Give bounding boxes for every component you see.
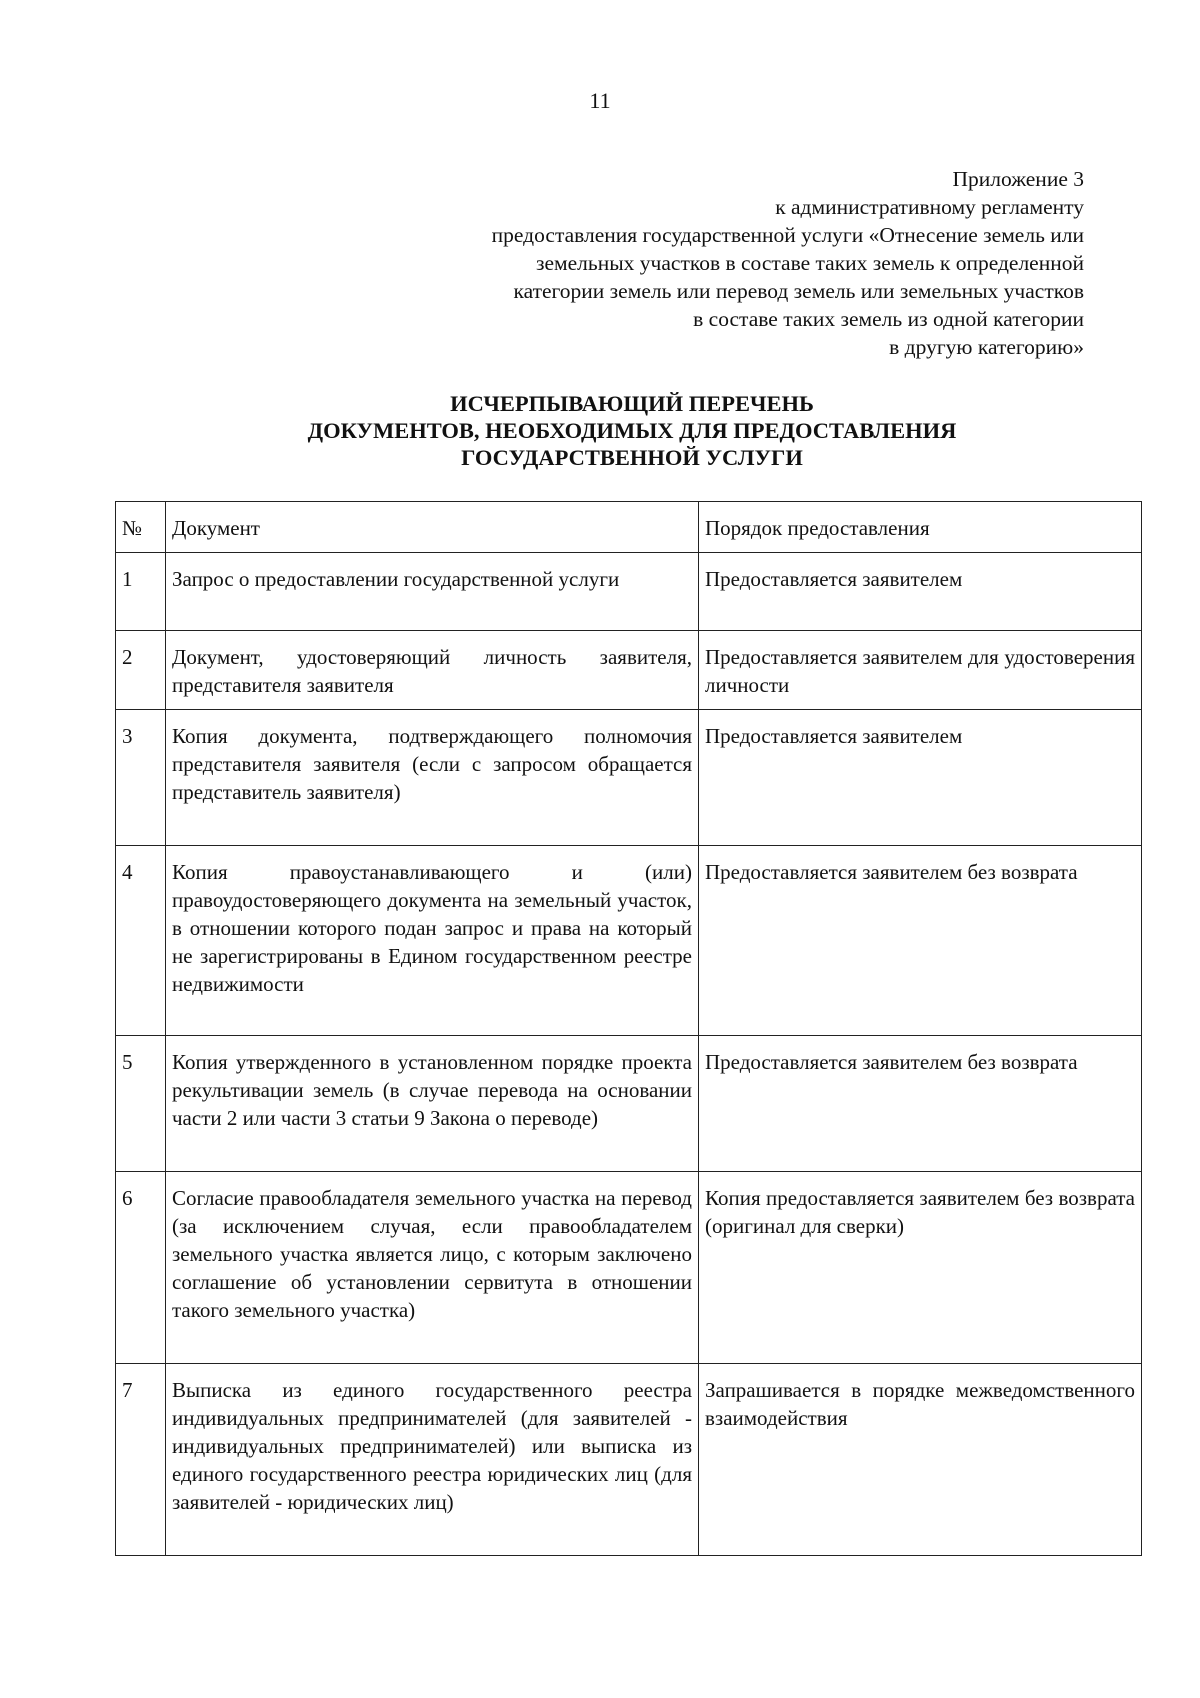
appendix-line: к административному регламенту [775,195,1084,219]
row-number: 6 [116,1172,166,1364]
table-row [116,846,1142,1036]
row-order: Предоставляется заявителем для удостоверения личности [699,631,1142,710]
row-number: 3 [116,710,166,846]
row-document: Запрос о предоставлении государственной услуги [166,553,699,631]
header-number: № [116,502,166,553]
table-row [116,631,1142,710]
row-order: Запрашивается в порядке межведомственного взаимодействия [699,1364,1142,1556]
row-document: Копия документа, подтверждающего полномочия представителя заявителя (если с запросом обращается представитель заявителя) [166,710,699,846]
appendix-line: земельных участков в составе таких земель к определенной [536,251,1084,275]
documents-table [115,501,1142,1556]
appendix-line: предоставления государственной услуги «Отнесение земель или [491,223,1084,247]
title-line: ИСЧЕРПЫВАЮЩИЙ ПЕРЕЧЕНЬ [450,391,814,416]
title-line: ГОСУДАРСТВЕННОЙ УСЛУГИ [461,445,803,470]
title-line: ДОКУМЕНТОВ, НЕОБХОДИМЫХ ДЛЯ ПРЕДОСТАВЛЕНИЯ [307,418,957,443]
table-header-row [116,502,1142,553]
row-document: Копия правоустанавливающего и (или) правоудостоверяющего документа на земельный участок, в отношении которого подан запрос и права на который не зарегистрированы в Едином государственном реестре недвижимости [166,846,699,1036]
row-number: 7 [116,1364,166,1556]
header-document: Документ [166,502,699,553]
appendix-line: категории земель или перевод земель или земельных участков [513,279,1084,303]
row-order: Копия предоставляется заявителем без возврата (оригинал для сверки) [699,1172,1142,1364]
table-row [116,1172,1142,1364]
row-order: Предоставляется заявителем без возврата [699,1036,1142,1172]
appendix-line: в другую категорию» [889,335,1084,359]
row-number: 4 [116,846,166,1036]
row-number: 5 [116,1036,166,1172]
table-row [116,1036,1142,1172]
document-title [0,390,1200,471]
row-document: Выписка из единого государственного реестра индивидуальных предпринимателей (для заявителей - индивидуальных предпринимателей) или выписка из единого государственного реестра юридических лиц (для заявителей - юридических лиц) [166,1364,699,1556]
row-document: Согласие правообладателя земельного участка на перевод (за исключением случая, если правообладателем земельного участка является лицо, с которым заключено соглашение об установлении сервитута в отношении такого земельного участка) [166,1172,699,1364]
table-row [116,553,1142,631]
row-order: Предоставляется заявителем [699,553,1142,631]
row-number: 2 [116,631,166,710]
appendix-line: Приложение 3 [952,167,1084,191]
row-document: Документ, удостоверяющий личность заявителя, представителя заявителя [166,631,699,710]
appendix-line: в составе таких земель из одной категории [693,307,1084,331]
page-number: 11 [589,88,611,113]
row-number: 1 [116,553,166,631]
table-row [116,710,1142,846]
header-order: Порядок предоставления [699,502,1142,553]
table-row [116,1364,1142,1556]
row-order: Предоставляется заявителем [699,710,1142,846]
row-document: Копия утвержденного в установленном порядке проекта рекультивации земель (в случае перевода на основании части 2 или части 3 статьи 9 Закона о переводе) [166,1036,699,1172]
row-order: Предоставляется заявителем без возврата [699,846,1142,1036]
appendix-block [324,165,1084,361]
